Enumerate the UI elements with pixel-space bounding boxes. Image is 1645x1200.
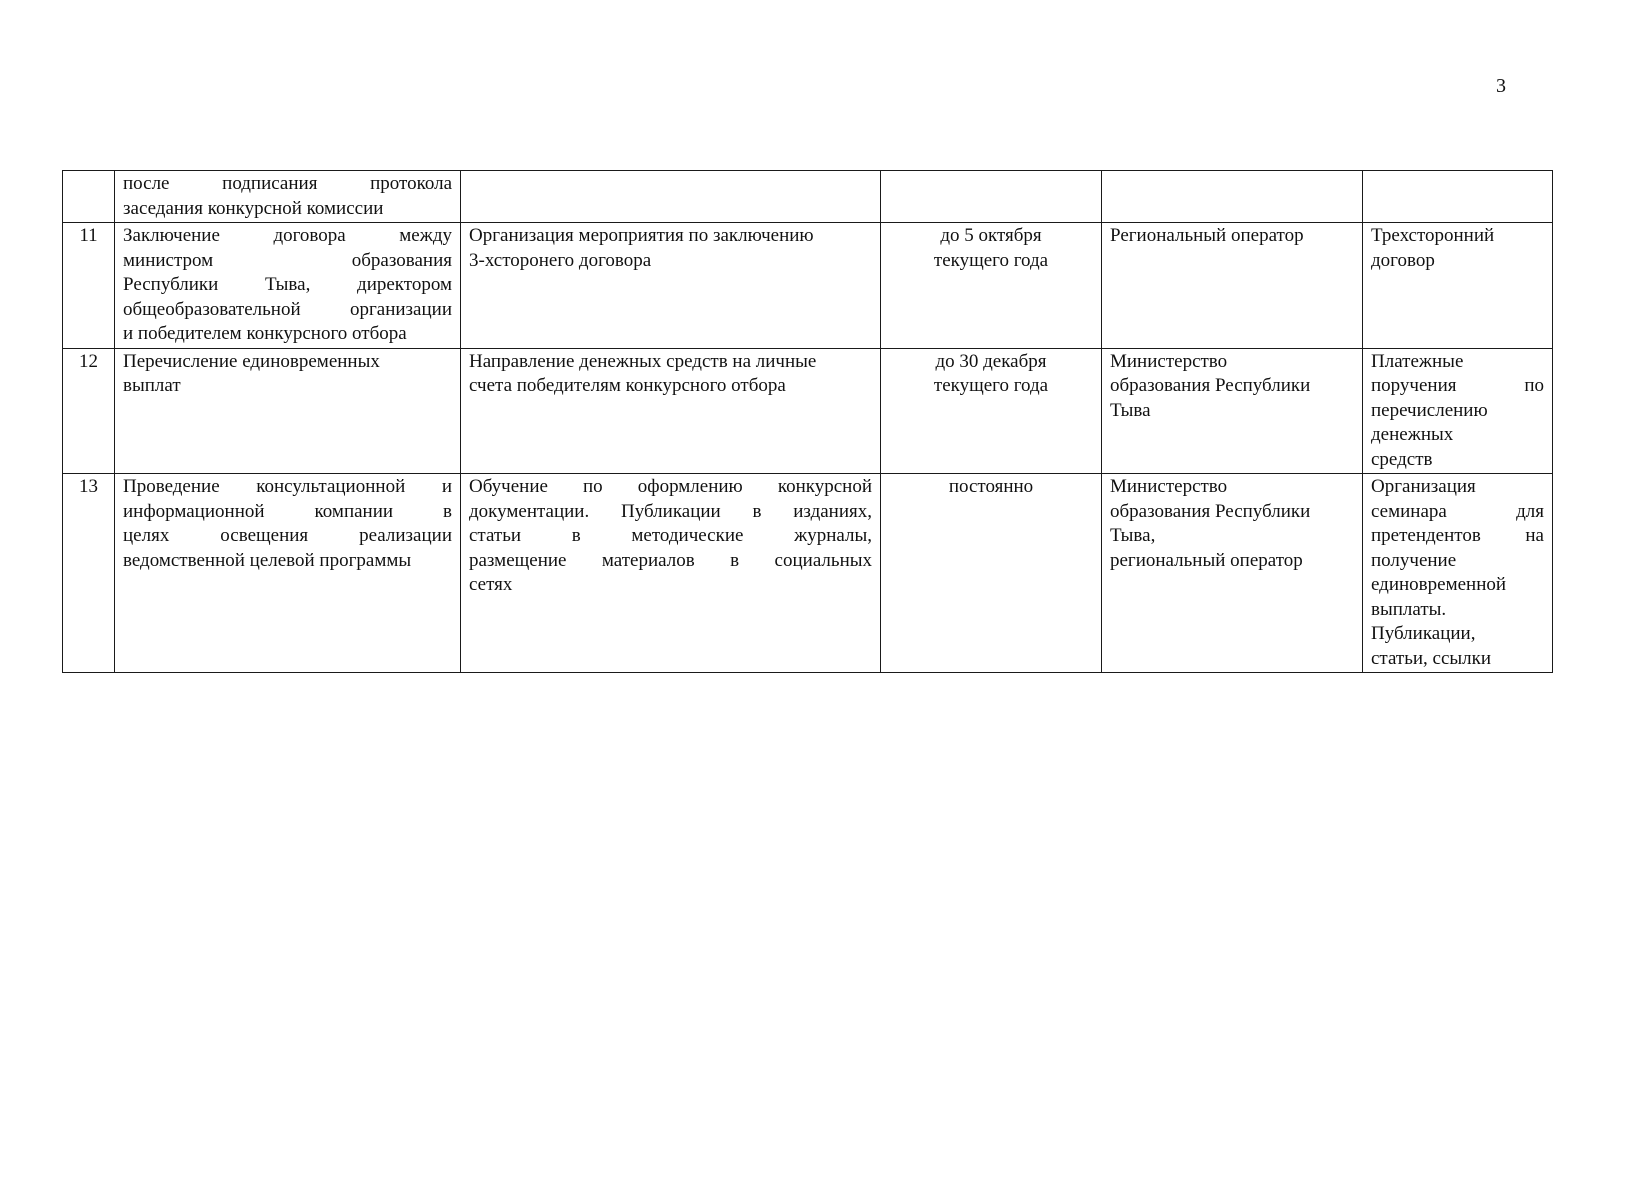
row-number-cell: 11 — [63, 223, 115, 349]
event-line: заседания конкурсной комиссии — [123, 197, 384, 219]
event-line: Заключение договора между — [123, 225, 452, 246]
responsible-cell — [1102, 474, 1363, 673]
result-line: Публикации, — [1371, 623, 1476, 644]
event-line: целях освещения реализации — [123, 525, 452, 546]
event-line: после подписания протокола — [123, 173, 452, 194]
content-line: 3-хсторонего договора — [469, 249, 652, 271]
event-cell — [115, 223, 461, 349]
result-cell — [1363, 223, 1553, 349]
result-line: единовременной — [1371, 574, 1507, 595]
responsible-line: региональный оператор — [1110, 549, 1303, 571]
table-row — [63, 348, 1553, 474]
content-cell — [461, 223, 881, 349]
deadline-cell — [881, 474, 1102, 673]
result-cell — [1363, 348, 1553, 474]
event-line: министром образования — [123, 249, 452, 271]
table-row — [63, 223, 1553, 349]
responsible-line: образования Республики — [1110, 500, 1311, 522]
content-cell — [461, 171, 881, 223]
deadline-line: текущего года — [933, 375, 1049, 396]
content-line: статьи в методические журналы, — [469, 525, 872, 546]
event-line: Республики Тыва, директором — [123, 274, 452, 295]
deadline-cell — [881, 223, 1102, 349]
result-line: выплаты. — [1371, 598, 1447, 620]
row-number-cell: 13 — [63, 474, 115, 673]
result-line: денежных — [1371, 424, 1454, 445]
result-cell — [1363, 171, 1553, 223]
content-line: счета победителям конкурсного отбора — [469, 375, 786, 396]
deadline-line: текущего года — [933, 249, 1049, 271]
content-line: Организация мероприятия по заключению — [469, 225, 814, 246]
event-line: общеобразовательной организации — [123, 298, 452, 320]
content-cell — [461, 474, 881, 673]
result-line: договор — [1371, 249, 1435, 271]
page-number: 3 — [1496, 75, 1506, 97]
result-line: перечислению — [1371, 399, 1488, 421]
responsible-line: образования Республики — [1110, 375, 1311, 396]
responsible-line: Тыва — [1110, 399, 1151, 421]
deadline-line: до 30 декабря — [935, 350, 1047, 372]
event-line: Проведение консультационной и — [123, 476, 452, 497]
responsible-line: Министерство — [1110, 476, 1228, 497]
event-line: информационной компании в — [123, 500, 452, 522]
result-line: претендентов на — [1371, 525, 1544, 546]
deadline-cell — [881, 171, 1102, 223]
event-line: ведомственной целевой программы — [123, 549, 412, 571]
responsible-line: Региональный оператор — [1110, 225, 1304, 246]
responsible-cell — [1102, 171, 1363, 223]
event-line: и победителем конкурсного отбора — [123, 323, 407, 344]
responsible-cell — [1102, 348, 1363, 474]
event-line: выплат — [123, 375, 181, 396]
result-line: Трехсторонний — [1371, 225, 1495, 246]
result-line: средств — [1371, 448, 1433, 470]
table-row — [63, 474, 1553, 673]
row-number-cell — [63, 171, 115, 223]
result-line: получение — [1371, 549, 1457, 571]
content-line: размещение материалов в социальных — [469, 549, 872, 571]
result-line: семинара для — [1371, 500, 1544, 522]
event-cell — [115, 348, 461, 474]
content-line: Направление денежных средств на личные — [469, 350, 817, 372]
deadline-line: до 5 октября — [940, 225, 1042, 246]
result-line: Платежные — [1371, 350, 1464, 372]
event-line: Перечисление единовременных — [123, 350, 380, 372]
result-line: статьи, ссылки — [1371, 647, 1492, 669]
content-line: сетях — [469, 574, 513, 595]
deadline-line: постоянно — [948, 476, 1034, 497]
result-line: Организация — [1371, 476, 1476, 497]
table-row — [63, 171, 1553, 223]
row-number-cell: 12 — [63, 348, 115, 474]
responsible-cell — [1102, 223, 1363, 349]
result-line: поручения по — [1371, 375, 1544, 396]
content-line: документации. Публикации в изданиях, — [469, 500, 872, 522]
event-cell — [115, 474, 461, 673]
event-cell — [115, 171, 461, 223]
responsible-line: Министерство — [1110, 350, 1228, 372]
result-cell — [1363, 474, 1553, 673]
content-line: Обучение по оформлению конкурсной — [469, 476, 872, 497]
deadline-cell — [881, 348, 1102, 474]
responsible-line: Тыва, — [1110, 525, 1156, 546]
schedule-table — [62, 170, 1553, 673]
content-cell — [461, 348, 881, 474]
